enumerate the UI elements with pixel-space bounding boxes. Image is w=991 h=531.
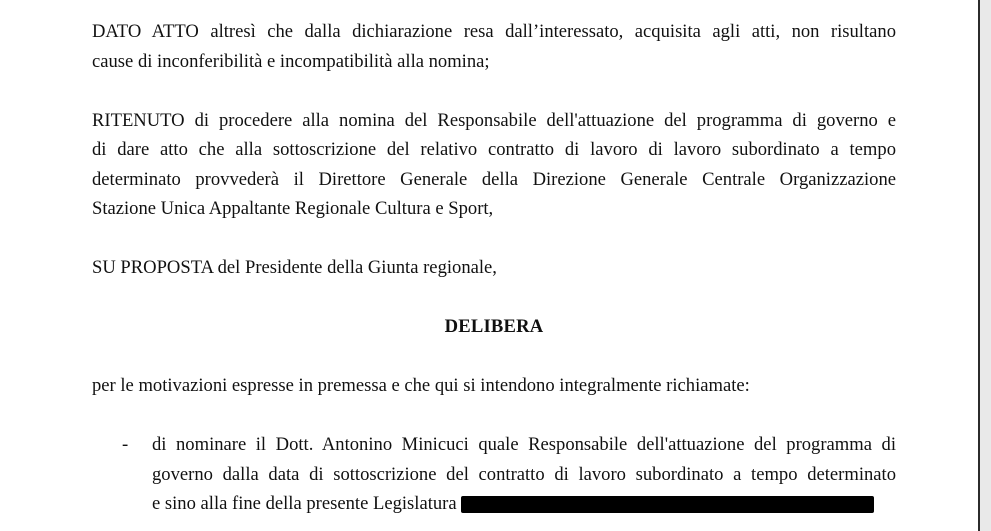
text-line: determinato provvederà il Direttore Generale della Direzione Generale Centrale Organizzazione [92,168,896,190]
spacer [92,401,896,431]
paragraph-motivazioni: per le motivazioni espresse in premessa e che qui si intendono integralmente richiamate: [92,375,750,396]
list-item [92,430,896,519]
text-line [152,489,896,519]
text-line: Stazione Unica Appaltante Regionale Cultura e Sport, [92,198,494,219]
redaction-bar [461,496,874,513]
page-margin-shadow [980,0,991,531]
text-line: cause di inconferibilità e incompatibilità alla nomina; [92,50,490,72]
bullet-text [152,430,896,519]
spacer [92,224,896,254]
text-line: di nominare il Dott. Antonino Minicuci quale Responsabile dell'attuazione del programma di [152,434,896,455]
text-fragment: e sino alla fine della presente Legislatura [152,493,457,514]
text-line: RITENUTO di procedere alla nomina del Responsabile dell'attuazione del programma di governo e [92,109,896,131]
spacer [92,342,896,372]
text-line: DATO ATTO altresì che dalla dichiarazione resa dall’interessato, acquisita agli atti, non risultano [92,21,896,42]
spacer [92,283,896,313]
text-line: di dare atto che alla sottoscrizione del relativo contratto di lavoro di lavoro subordinato a tempo [92,139,896,160]
text-line: governo dalla data di sottoscrizione del contratto di lavoro subordinato a tempo determinato [152,463,896,485]
heading-delibera: DELIBERA [444,316,544,337]
paragraph-dato-atto [92,17,896,76]
paragraph-ritenuto [92,106,896,224]
bullet-marker: - [122,434,129,455]
document-body [92,17,896,519]
paragraph-su-proposta: SU PROPOSTA del Presidente della Giunta regionale, [92,257,497,278]
spacer [92,76,896,106]
